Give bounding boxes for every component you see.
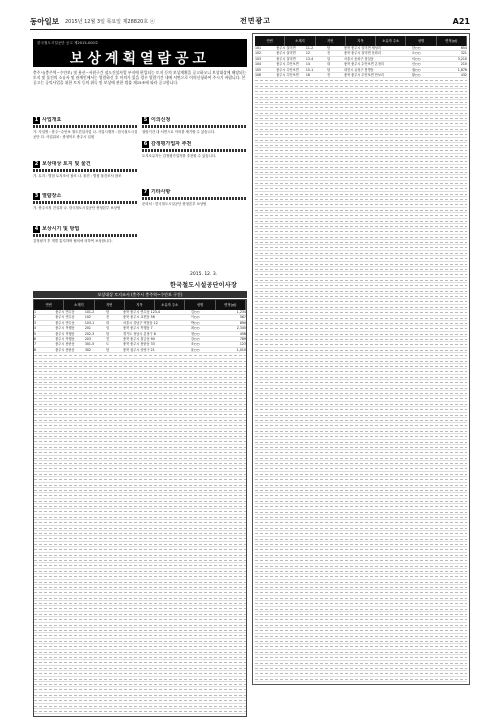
- section-label: 전면광고: [240, 17, 272, 25]
- newspaper-header: [30, 15, 470, 27]
- page-number: A21: [452, 16, 470, 26]
- table-cell: 5: [34, 331, 37, 336]
- table-cell: 203: [84, 336, 91, 341]
- table-cell: 신○○: [411, 62, 421, 67]
- table-cell: 답: [106, 331, 110, 336]
- table-cell: 11-2: [305, 46, 314, 50]
- table-cell: 15-1: [305, 67, 314, 72]
- table-cell: 12: [305, 51, 310, 56]
- table-cell: 456: [239, 331, 246, 336]
- table-cell: 8: [34, 347, 37, 352]
- section-divider: [33, 234, 138, 237]
- section-number: 4: [34, 226, 39, 232]
- table-cell: 충주시 목행동: [55, 336, 75, 341]
- table-cell: 1,010: [236, 347, 246, 352]
- table-cell: 이○○: [190, 315, 200, 320]
- column-header: 지번: [95, 300, 125, 310]
- issue-date: 2015년 12월 3일 목요일 제28820호 ⓐ: [64, 18, 155, 25]
- table-cell: 충주시 수안보면: [276, 72, 299, 77]
- table-cell: 201: [84, 326, 91, 331]
- table-cell: 충북 충주시 살미면 문화리: [344, 51, 381, 56]
- section-text: 감정평가 후 개별 통지하며 협의에 의하여 보상합니다.: [33, 239, 113, 243]
- table-cell: 권○○: [411, 67, 421, 72]
- table-cell: 103-1: [84, 320, 95, 325]
- section-label: 사업개요: [42, 117, 62, 123]
- table-cell: 충북 충주시 살미면 세성리: [344, 46, 381, 50]
- table-cell: 2,345: [236, 326, 246, 331]
- section-number: 7: [143, 189, 148, 195]
- table-cell: 6: [34, 336, 37, 341]
- table-title: 보상대상 토지조서 (충주시 충주역~수안보 구간): [33, 291, 247, 298]
- notice-caption: 한국철도시설공단 공고 제2015-000호: [37, 41, 99, 45]
- section-5: [142, 117, 247, 139]
- section-divider: [142, 197, 247, 200]
- table-cell: 충주시 용탄동: [55, 342, 75, 347]
- table-cell: 1: [34, 310, 37, 314]
- table-cell: 101: [255, 46, 262, 50]
- table-cell: 충주시 살미면: [276, 56, 296, 61]
- section-number: 1: [34, 117, 39, 123]
- land-table-left: [33, 299, 247, 717]
- section-divider: [142, 149, 247, 152]
- column-header: 성명: [406, 36, 436, 46]
- column-header: 소재지: [64, 300, 94, 310]
- notice-title-box: [33, 39, 247, 67]
- section-label: 보상시기 및 방법: [42, 226, 80, 232]
- column-header: 성명: [185, 300, 215, 310]
- publication-name: 동아일보: [30, 16, 59, 26]
- table-cell: 충주시 연수동: [55, 320, 75, 325]
- section-text: 열람기간 내 서면으로 이의를 제기할 수 있습니다.: [142, 130, 216, 134]
- section-divider: [33, 125, 138, 128]
- section-text: 문의처 : 한국철도시설공단 충청본부 보상팀: [142, 202, 207, 206]
- table-cell: 102: [84, 315, 91, 320]
- table-cell: 충북 충주시 칠금동 90: [123, 336, 155, 341]
- column-header: 면적(㎡): [437, 36, 467, 46]
- table-cell: 답: [106, 310, 110, 314]
- table-cell: 충주시 살미면: [276, 51, 296, 56]
- table-cell: 104: [255, 62, 262, 67]
- table-header: [255, 36, 467, 46]
- table-body: [34, 310, 246, 716]
- section-number: 3: [34, 193, 39, 199]
- table-cell: 정○○: [190, 331, 200, 336]
- section-divider: [33, 169, 138, 172]
- table-cell: 임: [327, 56, 331, 61]
- table-cell: 충북 충주시 용탄동 33: [123, 342, 155, 347]
- table-cell: 충북 청주시 상당구 21: [123, 347, 155, 352]
- table-cell: 210: [460, 62, 467, 67]
- land-table-right: [255, 36, 467, 682]
- table-cell: 3: [34, 320, 37, 325]
- section-label: 기타사항: [151, 189, 171, 195]
- table-cell: 16: [305, 72, 310, 77]
- table-cell: 전: [327, 51, 331, 56]
- table-cell: 123: [239, 342, 246, 347]
- table-cell: 충주시 용탄동: [55, 347, 75, 352]
- table-cell: 103: [255, 56, 262, 61]
- table-cell: 충북 충주시 목행동 7: [123, 326, 153, 331]
- column-header: 지목: [125, 300, 155, 310]
- table-cell: 106: [255, 72, 262, 77]
- table-cell: 101-2: [84, 310, 95, 314]
- section-4: [33, 226, 138, 266]
- table-cell: 충주시 수안보면: [276, 62, 299, 67]
- section-text: 가. 충주시청 건설과 나. 한국철도시설공단 충청본부 보상팀: [33, 206, 121, 210]
- table-cell: 654: [460, 46, 467, 50]
- table-cell: 답: [327, 67, 331, 72]
- table-cell: 최○○: [190, 326, 200, 331]
- table-header: [34, 300, 246, 310]
- table-cell: 충북 충주시 교현동 56: [123, 315, 155, 320]
- column-header: 소재지: [285, 36, 315, 46]
- table-cell: 1,876: [457, 67, 467, 72]
- notice-title: 보상계획열람공고: [69, 51, 211, 67]
- left-column: [30, 33, 250, 685]
- section-number: 2: [34, 161, 39, 167]
- table-cell: 강○○: [190, 336, 200, 341]
- section-7: [142, 189, 247, 219]
- table-cell: 충주시 연수동: [55, 310, 75, 314]
- table-cell: 3,210: [457, 56, 467, 61]
- table-cell: 102: [255, 51, 262, 56]
- table-cell: 대: [106, 320, 110, 325]
- table-cell: 충주시 수안보면: [276, 67, 299, 72]
- table-cell: 4: [34, 326, 37, 331]
- table-cell: 답: [327, 46, 331, 50]
- table-cell: 대: [327, 62, 331, 67]
- table-cell: 조○○: [190, 342, 200, 347]
- table-cell: 한○○: [411, 46, 421, 50]
- section-3: [33, 193, 138, 223]
- table-cell: 서울시 송파구 잠실동: [344, 56, 374, 61]
- table-cell: 13-4: [305, 56, 314, 61]
- table-cell: 432: [460, 72, 467, 77]
- table-cell: 302: [84, 347, 91, 352]
- column-header: 지번: [316, 36, 346, 46]
- section-label: 감정평가업자 추천: [151, 141, 192, 147]
- table-cell: 김○○: [190, 310, 200, 314]
- table-cell: 2: [34, 315, 37, 320]
- section-number: 5: [143, 117, 148, 123]
- table-cell: 임: [106, 326, 110, 331]
- table-cell: 7: [34, 342, 37, 347]
- table-cell: 789: [239, 336, 246, 341]
- table-cell: 황○○: [411, 72, 421, 77]
- notice-date: 2015. 12. 3.: [190, 272, 218, 277]
- section-number: 6: [143, 141, 148, 147]
- table-cell: 충북 충주시 수안보면 온천리: [344, 62, 384, 67]
- table-cell: 전: [327, 72, 331, 77]
- section-divider: [142, 125, 247, 128]
- table-cell: 대전시 유성구 봉명동: [344, 67, 374, 72]
- table-cell: 충북 충주시 수안보면 안보리: [344, 72, 384, 77]
- table-cell: 321: [460, 51, 467, 56]
- section-1: [33, 117, 138, 159]
- right-column: [252, 33, 470, 685]
- table-cell: 14: [305, 62, 310, 67]
- section-text: 가. 사업명 : 충주~수안보 철도건설사업 나. 사업시행자 : 한국철도시설공단 다. 사업위치 : 충청북도 충주시 일원: [33, 130, 138, 139]
- table-cell: 202-3: [84, 331, 95, 336]
- section-text: 토지소유자는 감정평가업자를 추천할 수 있습니다.: [142, 154, 217, 158]
- table-cell: 서○○: [411, 56, 421, 61]
- table-cell: 1,234: [236, 310, 246, 314]
- table-cell: 경기도 성남시 분당구 8: [123, 331, 156, 336]
- table-cell: 도: [106, 342, 110, 347]
- table-cell: 105: [255, 67, 262, 72]
- table-cell: 301-5: [84, 342, 95, 347]
- table-cell: 충주시 목행동: [55, 331, 75, 336]
- notice-intro: 충주시(충주역~수안보) 및 용산~서원구간 철도건설사업 부지에 편입되는 토지 등의 보상계획을 공고하오니 보상대상에 해당되는 토지 및 물건의 소유자 및 관계인께서는 열람하신 후 이의가 있을 경우 열람기간 내에 서면으로 이의신청하여 주시기 바랍니다. 본 공고는 공익사업을 위한 토지 등의 취득 및 보상에 관한 법률 제15조에 따라 공고합니다.: [33, 70, 247, 85]
- column-header: 연번: [34, 300, 64, 310]
- table-cell: 충주시 연수동: [55, 315, 75, 320]
- table-cell: 윤○○: [190, 347, 200, 352]
- section-2: [33, 161, 138, 191]
- column-header: 면적(㎡): [216, 300, 246, 310]
- table-cell: 890: [239, 320, 246, 325]
- table-cell: 박○○: [190, 320, 200, 325]
- table-cell: 오○○: [411, 51, 421, 56]
- column-header: 연번: [255, 36, 285, 46]
- section-label: 보상대상 토지 및 물건: [42, 161, 91, 167]
- column-header: 소유자 주소: [376, 36, 406, 46]
- column-header: 지목: [346, 36, 376, 46]
- section-label: 열람장소: [42, 193, 62, 199]
- column-header: 소유자 주소: [155, 300, 185, 310]
- table-cell: 567: [239, 315, 246, 320]
- section-6: [142, 141, 247, 187]
- section-label: 이의신청: [151, 117, 171, 123]
- table-cell: 전: [106, 336, 110, 341]
- table-cell: 서울시 강남구 역삼동 12: [123, 320, 158, 325]
- table-cell: 답: [106, 347, 110, 352]
- table-cell: 충북 충주시 연수동 123-4: [123, 310, 160, 314]
- table-cell: 충주시 살미면: [276, 46, 296, 50]
- header-rule: [30, 29, 470, 30]
- section-divider: [33, 201, 138, 204]
- table-cell: 충주시 목행동: [55, 326, 75, 331]
- table-body: [255, 46, 467, 682]
- section-text: 가. 토지 : 별첨 토지조서 참조 나. 물건 : 별첨 물건조서 참조: [33, 174, 122, 178]
- table-cell: 전: [106, 315, 110, 320]
- issuer-name: 한국철도시설공단이사장: [170, 282, 238, 289]
